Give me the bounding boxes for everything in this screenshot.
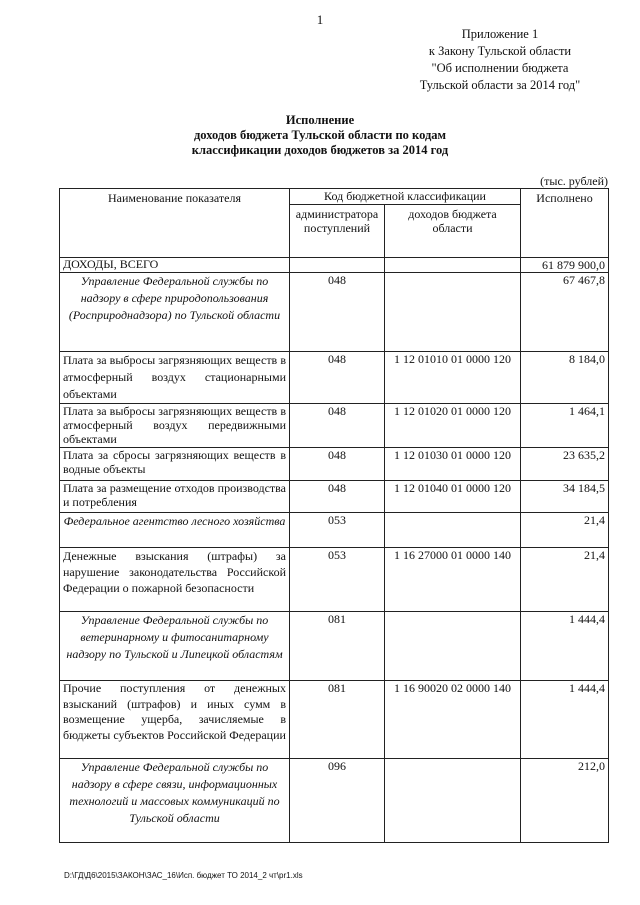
appendix-line-3: "Об исполнении бюджета xyxy=(431,61,569,75)
table-row xyxy=(60,481,609,513)
row-admin xyxy=(290,258,385,273)
document-title xyxy=(0,113,640,158)
table-row xyxy=(60,759,609,843)
header-administrator: администратора поступлений xyxy=(290,205,385,258)
row-admin: 048 xyxy=(290,273,385,352)
row-amount: 8 184,0 xyxy=(521,352,609,404)
table-row xyxy=(60,681,609,759)
title-line-3: классификации доходов бюджетов за 2014 год xyxy=(191,143,449,157)
row-amount: 34 184,5 xyxy=(521,481,609,513)
appendix-line-4: Тульской области за 2014 год" xyxy=(419,78,581,92)
header-code-group: Код бюджетной классификации xyxy=(290,189,521,205)
row-code xyxy=(385,258,521,273)
row-code xyxy=(385,513,521,548)
appendix-line-1: Приложение 1 xyxy=(461,27,539,41)
table-row xyxy=(60,258,609,273)
row-amount: 1 444,4 xyxy=(521,681,609,759)
table-row xyxy=(60,448,609,481)
row-name: Управление Федеральной службы по ветеринарному и фитосанитарному надзору по Тульской и Липецкой областям xyxy=(60,612,290,681)
table-row xyxy=(60,273,609,352)
row-name: Управление Федеральной службы по надзору в сфере связи, информационных технологий и массовых коммуникаций по Тульской области xyxy=(60,759,290,843)
row-name: ДОХОДЫ, ВСЕГО xyxy=(60,258,290,273)
row-name: Управление Федеральной службы по надзору в сфере природопользования (Росприроднадзора) по Тульской области xyxy=(60,273,290,352)
file-path-footer: D:\ГД\Д6\2015\ЗАКОН\ЗАС_16\Исп. бюджет ТО 2014_2 чт\pr1.xls xyxy=(64,871,303,880)
row-code: 1 12 01020 01 0000 120 xyxy=(385,404,521,448)
row-amount: 1 464,1 xyxy=(521,404,609,448)
revenue-table xyxy=(59,188,609,843)
row-name: Плата за размещение отходов производства и потребления xyxy=(60,481,290,513)
row-amount: 1 444,4 xyxy=(521,612,609,681)
row-admin: 053 xyxy=(290,548,385,612)
row-code xyxy=(385,273,521,352)
row-amount: 21,4 xyxy=(521,513,609,548)
row-name: Плата за выбросы загрязняющих веществ в атмосферный воздух передвижными объектами xyxy=(60,404,290,448)
row-code: 1 12 01040 01 0000 120 xyxy=(385,481,521,513)
title-line-2: доходов бюджета Тульской области по кодам xyxy=(193,128,447,142)
row-code xyxy=(385,759,521,843)
row-admin: 081 xyxy=(290,681,385,759)
row-code: 1 16 90020 02 0000 140 xyxy=(385,681,521,759)
appendix-line-2: к Закону Тульской области xyxy=(428,44,572,58)
title-line-1: Исполнение xyxy=(285,113,355,127)
header-revenue: доходов бюджета области xyxy=(385,205,521,258)
header-name: Наименование показателя xyxy=(60,189,290,258)
row-admin: 096 xyxy=(290,759,385,843)
row-name: Денежные взыскания (штрафы) за нарушение законодательства Российской Федерации о пожарной безопасности xyxy=(60,548,290,612)
row-admin: 081 xyxy=(290,612,385,681)
row-code xyxy=(385,612,521,681)
row-amount: 21,4 xyxy=(521,548,609,612)
units-note: (тыс. рублей) xyxy=(540,174,608,188)
row-amount: 61 879 900,0 xyxy=(521,258,609,273)
page-number: 1 xyxy=(316,12,324,27)
row-code: 1 16 27000 01 0000 140 xyxy=(385,548,521,612)
row-amount: 23 635,2 xyxy=(521,448,609,481)
row-code: 1 12 01030 01 0000 120 xyxy=(385,448,521,481)
table-row xyxy=(60,612,609,681)
table-row xyxy=(60,404,609,448)
row-admin: 048 xyxy=(290,352,385,404)
row-admin: 048 xyxy=(290,404,385,448)
row-code: 1 12 01010 01 0000 120 xyxy=(385,352,521,404)
table-row xyxy=(60,513,609,548)
table-row xyxy=(60,548,609,612)
header-executed: Исполнено xyxy=(521,189,609,258)
table-row xyxy=(60,352,609,404)
row-amount: 67 467,8 xyxy=(521,273,609,352)
appendix-note xyxy=(400,26,600,94)
row-name: Плата за выбросы загрязняющих веществ в атмосферный воздух стационарными объектами xyxy=(60,352,290,404)
row-admin: 048 xyxy=(290,448,385,481)
row-admin: 048 xyxy=(290,481,385,513)
row-name: Плата за сбросы загрязняющих веществ в водные объекты xyxy=(60,448,290,481)
row-name: Федеральное агентство лесного хозяйства xyxy=(60,513,290,548)
row-admin: 053 xyxy=(290,513,385,548)
row-amount: 212,0 xyxy=(521,759,609,843)
row-name: Прочие поступления от денежных взысканий (штрафов) и иных сумм в возмещение ущерба, зачисляемые в бюджеты субъектов Российской Федерации xyxy=(60,681,290,759)
